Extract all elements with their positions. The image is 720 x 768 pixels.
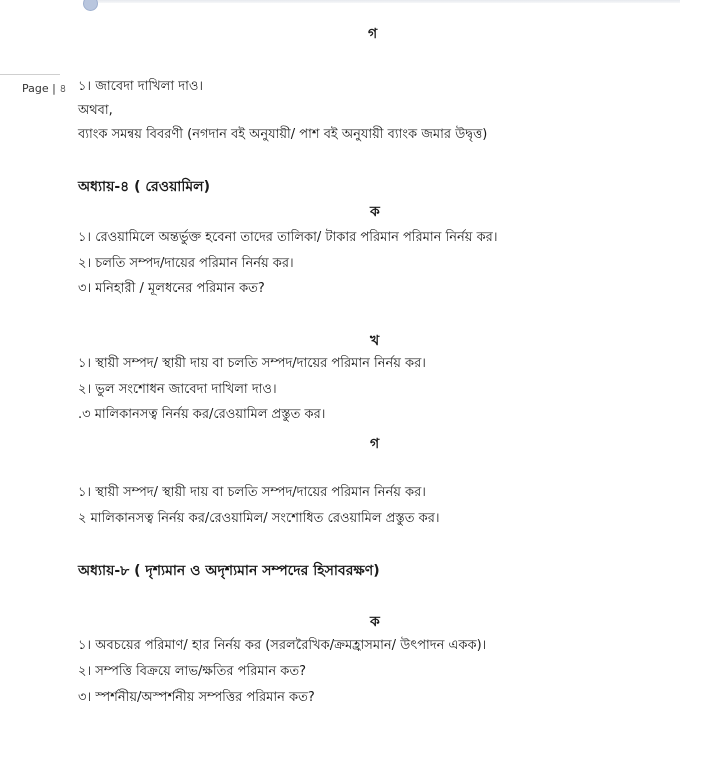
chapter8-marker-ka: ক — [370, 614, 380, 630]
chapter4-kha-item-2: ২। ভুল সংশোধন জাবেদা দাখিলা দাও। — [78, 382, 277, 397]
chapter4-marker-kha: খ — [370, 333, 380, 349]
chapter4-kha-item-1: ১। স্থায়ী সম্পদ/ স্থায়ী দায় বা চলতি সম্পদ/দায়ের পরিমান নির্নয় কর। — [78, 356, 426, 371]
top-border-line — [90, 0, 680, 3]
chapter4-ga-item-1: ১। স্থায়ী সম্পদ/ স্থায়ী দায় বা চলতি সম্পদ/দায়ের পরিমান নির্নয় কর। — [78, 485, 426, 500]
chapter8-ka-item-2: ২। সম্পত্তি বিক্রয়ে লাভ/ক্ষতির পরিমান কত? — [78, 664, 307, 679]
chapter8-ka-item-3: ৩। স্পর্শনীয়/অস্পর্শনীয় সম্পত্তির পরিমান কত? — [78, 690, 315, 705]
page-label: Page | ৪ — [22, 82, 67, 95]
chapter4-marker-ga: গ — [370, 436, 380, 452]
chapter4-ka-item-2: ২। চলতি সম্পদ/দায়ের পরিমান নির্নয় কর। — [78, 256, 294, 271]
page-label-rule — [0, 74, 60, 75]
chapter8-ka-item-1: ১। অবচয়ের পরিমাণ/ হার নির্নয় কর (সরলরৈখিক/ক্রমহ্রাসমান/ উৎপাদন একক)। — [78, 638, 487, 653]
block1-line-3: ব্যাংক সমন্বয় বিবরণী (নগদান বই অনুযায়ী/ পাশ বই অনুযায়ী ব্যাংক জমার উদ্বৃত্ত) — [78, 127, 488, 142]
chapter8-heading: অধ্যায়-৮ ( দৃশ্যমান ও অদৃশ্যমান সম্পদের হিসাবরক্ষণ) — [78, 563, 380, 579]
chapter4-ka-item-1: ১। রেওয়ামিলে অন্তর্ভুক্ত হবেনা তাদের তালিকা/ টাকার পরিমান পরিমান নির্নয় কর। — [78, 230, 498, 245]
chapter4-kha-item-3: .৩ মালিকানসত্ব নির্নয় কর/রেওয়ামিল প্রস্তুত কর। — [78, 407, 326, 422]
section-marker-ga-top: গ — [368, 26, 378, 42]
chapter4-marker-ka: ক — [370, 204, 380, 220]
chapter4-ka-item-3: ৩। মনিহারী / মূলধনের পরিমান কত? — [78, 281, 265, 296]
chapter4-ga-item-2: ২ মালিকানসত্ব নির্নয় কর/রেওয়ামিল/ সংশোধিত রেওয়ামিল প্রস্তুত কর। — [78, 511, 440, 526]
block1-line-2: অথবা, — [78, 103, 113, 118]
chapter4-heading: অধ্যায়-৪ ( রেওয়ামিল) — [78, 179, 210, 195]
circle-icon — [83, 0, 98, 11]
block1-line-1: ১। জাবেদা দাখিলা দাও। — [78, 79, 204, 94]
